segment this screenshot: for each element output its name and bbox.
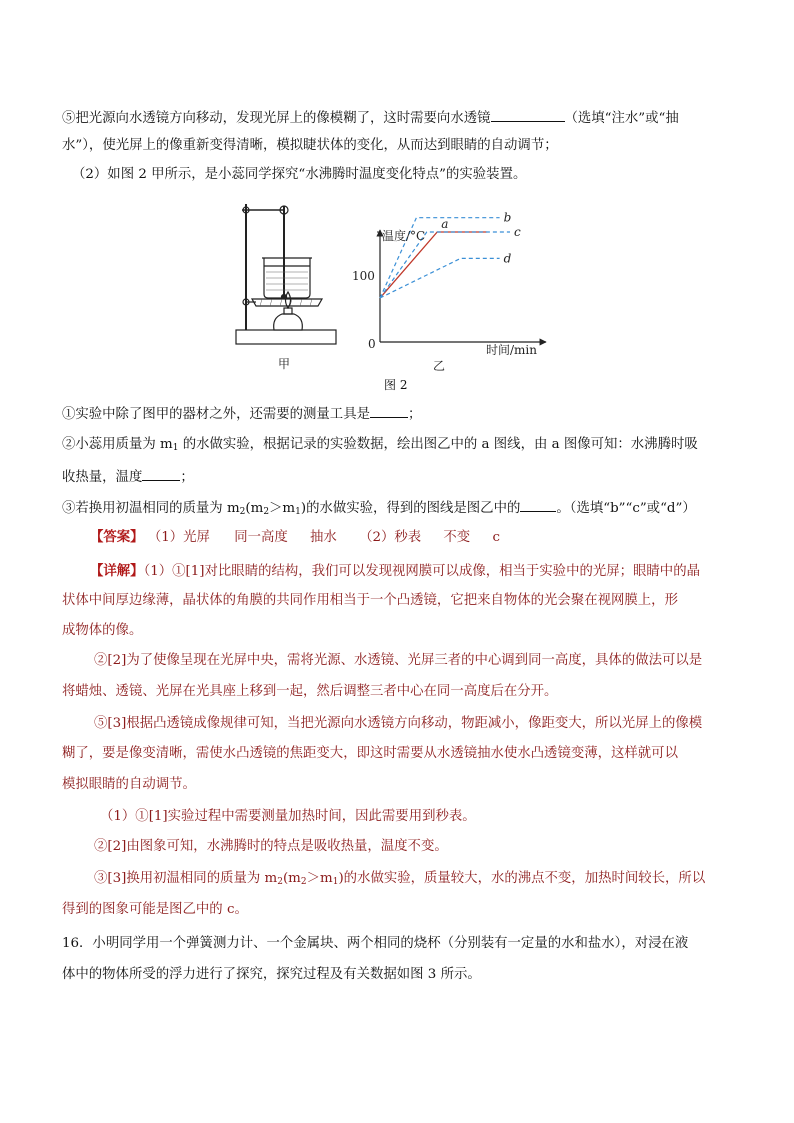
question-line: （2）如图 2 甲所示，是小蕊同学探究“水沸腾时温度变化特点”的实验装置。 [72,167,527,182]
figure-label-jia: 甲 [277,357,291,371]
question-line: 16．小明同学用一个弹簧测力计、一个金属块、两个相同的烧杯（分别装有一定量的水和盐水），对浸在液 [62,936,689,951]
detail-line: 将蜡烛、透镜、光屏在光具座上移到一起，然后调整三者中心在同一高度后在分开。 [62,684,558,699]
y-tick-label: 100 [352,269,375,283]
detail-line: ②[2]为了使像呈现在光屏中央，需将光源、水透镜、光屏三者的中心调到同一高度，具体的做法可以是 [94,653,703,668]
detail-line: ③[3]换用初温相同的质量为 $m_2(m_2>m_1)$的水做实验，质量较大，水的沸点不变，加热时间较长，所以 [94,871,706,887]
question-line: ③若换用初温相同的质量为 $m_2(m_2>m_1)$的水做实验，得到的图线是图乙中的 。（选填“b”“c”或“d”） [62,498,696,521]
series-label-a: a [441,217,449,231]
question-line: 收热量，温度 ； [62,467,194,487]
series-label-c: c [514,225,521,239]
answer-blank [491,108,565,122]
detail-line: 模拟眼睛的自动调节。 [62,777,196,792]
detail-line: 糊了，要是像变清晰，需使水凸透镜的焦距变大，即这时需要从水透镜抽水使水凸透镜变薄，这样就可以 [62,746,678,761]
figure-caption: 图 2 [384,378,408,392]
series-label-b: b [503,210,512,225]
detail-line: 得到的图象可能是图乙中的 c。 [62,902,248,917]
detail-line: 【详解】（1）①[1]对比眼睛的结构，我们可以发现视网膜可以成像，相当于实验中的光屏；眼睛中的晶 [90,563,700,579]
temperature-chart [346,210,552,374]
detail-line: 状体中间厚边缘薄，晶状体的角膜的共同作用相当于一个凸透镜，它把来自物体的光会聚在视网膜上，形 [62,593,678,608]
question-line: ②小蕊用质量为 $m_1$ 的水做实验，根据记录的实验数据，绘出图乙中的 a 图线，由 a 图像可知：水沸腾时吸 [62,437,698,453]
chart-series-layer [380,211,521,298]
detail-line: ⑤[3]根据凸透镜成像规律可知，当把光源向水透镜方向移动，物距减小，像距变大，所以光屏上的像模 [94,716,703,731]
answer-line: 【答案】 （1）光屏 同一高度 抽水 （2）秒表 不变 c [90,529,500,545]
figure-label-yi: 乙 [432,359,446,373]
series-label-d: d [503,251,512,266]
question-line: ①实验中除了图甲的器材之外，还需要的测量工具是 ； [62,404,421,424]
detail-line: 成物体的像。 [62,623,143,638]
apparatus-figure [234,200,342,372]
answer-blank [370,404,408,418]
chart-axes [377,230,546,342]
stand-base [236,330,336,344]
question-line: ⑤把光源向水透镜方向移动，发现光屏上的像模糊了，这时需要向水透镜 （选填“注水”或“抽 [62,108,679,128]
y-axis-label: 温度/°C [382,229,426,243]
question-line: 体中的物体所受的浮力进行了探究，探究过程及有关数据如图 3 所示。 [62,967,481,982]
question-line: 水”），使光屏上的像重新变得清晰，模拟睫状体的变化，从而达到眼睛的自动调节； [62,138,558,153]
alcohol-lamp [274,314,303,330]
x-axis-label: 时间/min [486,343,537,357]
origin-label: 0 [368,337,376,351]
detail-line: ②[2]由图象可知，水沸腾时的特点是吸收热量，温度不变。 [94,839,448,854]
answer-blank [142,467,180,481]
answer-blank [520,498,556,512]
detail-line: （1）①[1]实验过程中需要测量加热时间，因此需要用到秒表。 [100,809,476,824]
